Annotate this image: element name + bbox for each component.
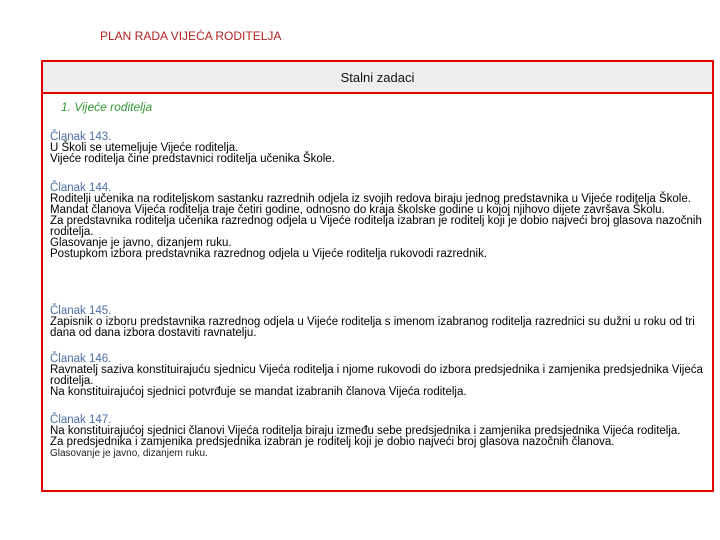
article-line: Mandat članova Vijeća roditelja traje četiri godine, odnosno do kraja školske godine u kojoj njihovo dijete završava Školu. [50, 204, 665, 216]
article-number: Članak 144. [50, 182, 112, 194]
article-number: Članak 145. [50, 305, 112, 317]
article-145 [50, 306, 712, 339]
article-line: Na konstituirajućoj sjednici članovi Vijeća roditelja biraju između sebe predsjednika i zamjenika predsjednika Vijeća roditelja. [50, 425, 681, 437]
article-line-small: Glasovanje je javno, dizanjem ruku. [50, 448, 208, 459]
content-frame [41, 60, 714, 492]
article-line: U Školi se utemeljuje Vijeće roditelja. [50, 142, 239, 154]
article-143 [50, 132, 712, 165]
article-line: Za predstavnika roditelja učenika razrednog odjela u Vijeće roditelja izabran je roditelj koji je dobio najveći broj glasova nazočnih roditelja. [50, 215, 702, 238]
page-title: PLAN RADA VIJEĆA RODITELJA [100, 29, 282, 43]
article-line: Na konstituirajućoj sjednici potvrđuje se mandat izabranih članova Vijeća roditelja. [50, 386, 467, 398]
article-line: Vijeće roditelja čine predstavnici roditelja učenika Škole. [50, 153, 335, 165]
article-line: Postupkom izbora predstavnika razrednog odjela u Vijeće roditelja rukovodi razrednik. [50, 248, 488, 260]
article-line: Zapisnik o izboru predstavnika razrednog odjela u Vijeće roditelja s imenom izabranog roditelja razrednici su dužni u roku od tri dana od dana izbora dostaviti ravnatelju. [50, 316, 695, 339]
section-heading: 1. Vijeće roditelja [61, 100, 153, 114]
article-number: Članak 146. [50, 353, 112, 365]
article-144 [50, 183, 712, 260]
article-147 [50, 415, 712, 459]
frame-title: Stalni zadaci [340, 69, 415, 85]
article-number: Članak 147. [50, 414, 112, 426]
article-line: Ravnatelj saziva konstituirajuću sjednicu Vijeća roditelja i njome rukovodi do izbora predsjednika i zamjenika predsjednika Vijeća roditelja. [50, 364, 703, 387]
frame-header [43, 62, 712, 94]
article-146 [50, 354, 712, 398]
article-line: Roditelji učenika na roditeljskom sastanku razrednih odjela iz svojih redova biraju jednog predstavnika u Vijeće roditelja Škole. [50, 193, 691, 205]
article-line: Glasovanje je javno, dizanjem ruku. [50, 237, 232, 249]
article-line: Za predsjednika i zamjenika predsjednika izabran je roditelj koji je dobio najveći broj glasova nazočnih članova. [50, 436, 615, 448]
article-number: Članak 143. [50, 131, 112, 143]
